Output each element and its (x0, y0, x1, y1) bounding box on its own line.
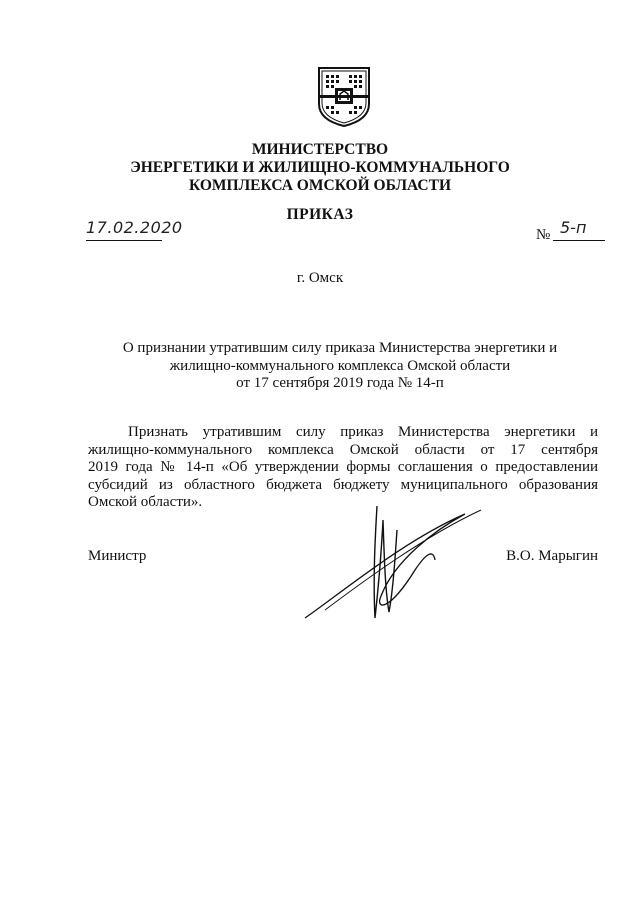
order-body (88, 424, 598, 512)
ministry-header (0, 141, 640, 195)
city: г. Омск (296, 270, 344, 286)
subject-line: жилищно-коммунального комплекса Омской области (169, 357, 511, 374)
body-line: Омской области». (88, 494, 203, 511)
ministry-line: МИНИСТЕРСТВО (251, 141, 389, 158)
number-underline (553, 240, 605, 241)
body-line: Признать утратившим силу приказ Министерства энергетики и (128, 424, 598, 440)
order-number-label: № (536, 227, 551, 243)
date-underline (86, 240, 162, 241)
body-line: субсидий из областного бюджета бюджету муниципального образования (88, 476, 598, 493)
order-title: ПРИКАЗ (286, 206, 354, 223)
subject-line: О признании утратившим силу приказа Министерства энергетики и (122, 340, 558, 356)
ministry-line: КОМПЛЕКСА ОМСКОЙ ОБЛАСТИ (188, 177, 452, 194)
signatory-name: В.О. Марыгин (506, 548, 598, 564)
order-number: 5-п (560, 218, 587, 237)
order-subject (60, 340, 620, 393)
body-line: 2019 года № 14-п «Об утверждении формы соглашения о предоставлении (88, 459, 598, 476)
body-line: жилищно-коммунального комплекса Омской области от 17 сентября (88, 441, 598, 458)
handwritten-signature (285, 500, 485, 630)
order-date: 17.02.2020 (86, 218, 183, 237)
ministry-line: ЭНЕРГЕТИКИ И ЖИЛИЩНО-КОММУНАЛЬНОГО (130, 159, 510, 176)
coat-of-arms-icon (315, 66, 373, 128)
signatory-role: Министр (88, 548, 147, 564)
subject-line: от 17 сентября 2019 года № 14-п (236, 375, 444, 391)
